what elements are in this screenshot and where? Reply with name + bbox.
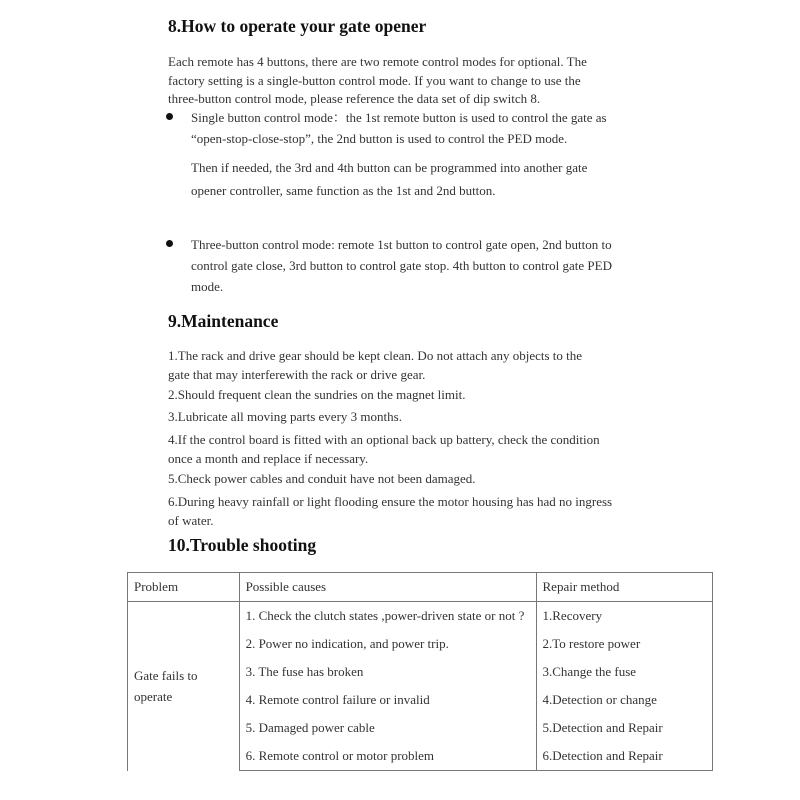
bullet-single-button-continued — [191, 156, 587, 202]
maintenance-item-6 — [168, 493, 612, 530]
cause-cell: 4. Remote control failure or invalid — [239, 686, 536, 714]
repair-cell: 1.Recovery — [536, 602, 712, 631]
cause-cell: 6. Remote control or motor problem — [239, 742, 536, 771]
problem-line: Gate fails to — [134, 668, 198, 684]
section-8-intro — [168, 53, 587, 109]
maintenance-line: 1.The rack and drive gear should be kept clean. Do not attach any objects to the — [168, 348, 583, 363]
header-possible-causes: Possible causes — [239, 573, 536, 602]
maintenance-item-2: 2.Should frequent clean the sundries on the magnet limit. — [168, 387, 466, 402]
table-header-row — [128, 573, 713, 602]
repair-cell: 3.Change the fuse — [536, 658, 712, 686]
maintenance-line: 6.During heavy rainfall or light flooding ensure the motor housing has had no ingress — [168, 494, 613, 509]
bullet-single-button-mode — [191, 107, 607, 149]
section-9-heading: 9.Maintenance — [168, 311, 279, 331]
troubleshooting-table — [127, 572, 713, 771]
header-repair-method: Repair method — [536, 573, 712, 602]
maintenance-item-4 — [168, 431, 600, 468]
maintenance-line: 4.If the control board is fitted with an optional back up battery, check the condition — [168, 432, 600, 447]
bullet-line: “open-stop-close-stop”, the 2nd button is used to control the PED mode. — [191, 131, 568, 146]
repair-cell: 6.Detection and Repair — [536, 742, 712, 771]
cause-cell: 2. Power no indication, and power trip. — [239, 630, 536, 658]
maintenance-item-3: 3.Lubricate all moving parts every 3 months. — [168, 409, 402, 424]
bullet-three-button-mode — [191, 234, 612, 297]
repair-cell: 4.Detection or change — [536, 686, 712, 714]
cause-cell: 1. Check the clutch states ,power-driven state or not ? — [239, 602, 536, 631]
cause-cell: 5. Damaged power cable — [239, 714, 536, 742]
table-row — [128, 602, 713, 631]
bullet-icon — [166, 113, 173, 120]
problem-cell — [128, 602, 240, 771]
repair-cell: 2.To restore power — [536, 630, 712, 658]
bullet-line: control gate close, 3rd button to control gate stop. 4th button to control gate PED — [191, 258, 612, 273]
intro-line: Each remote has 4 buttons, there are two remote control modes for optional. The — [168, 54, 587, 69]
maintenance-item-1 — [168, 347, 582, 384]
bullet-line: Three-button control mode: remote 1st button to control gate open, 2nd button to — [191, 237, 612, 252]
maintenance-line: once a month and replace if necessary. — [168, 450, 369, 466]
maintenance-line: gate that may interferewith the rack or drive gear. — [168, 366, 426, 382]
bullet-icon — [166, 240, 173, 247]
repair-cell: 5.Detection and Repair — [536, 714, 712, 742]
bullet-line: mode. — [191, 279, 224, 294]
cause-cell: 3. The fuse has broken — [239, 658, 536, 686]
intro-line: three-button control mode, please reference the data set of dip switch 8. — [168, 91, 541, 106]
bullet-line: opener controller, same function as the 1st and 2nd button. — [191, 183, 496, 198]
problem-line: operate — [134, 689, 173, 705]
bullet-line: Then if needed, the 3rd and 4th button can be programmed into another gate — [191, 160, 588, 175]
bullet-line: Single button control mode：the 1st remote button is used to control the gate as — [191, 110, 607, 125]
header-problem: Problem — [128, 573, 240, 602]
intro-line: factory setting is a single-button control mode. If you want to change to use the — [168, 72, 581, 88]
maintenance-line: of water. — [168, 512, 214, 528]
section-10-heading: 10.Trouble shooting — [168, 535, 317, 555]
maintenance-item-5: 5.Check power cables and conduit have not been damaged. — [168, 471, 476, 486]
section-8-heading: 8.How to operate your gate opener — [168, 16, 427, 36]
